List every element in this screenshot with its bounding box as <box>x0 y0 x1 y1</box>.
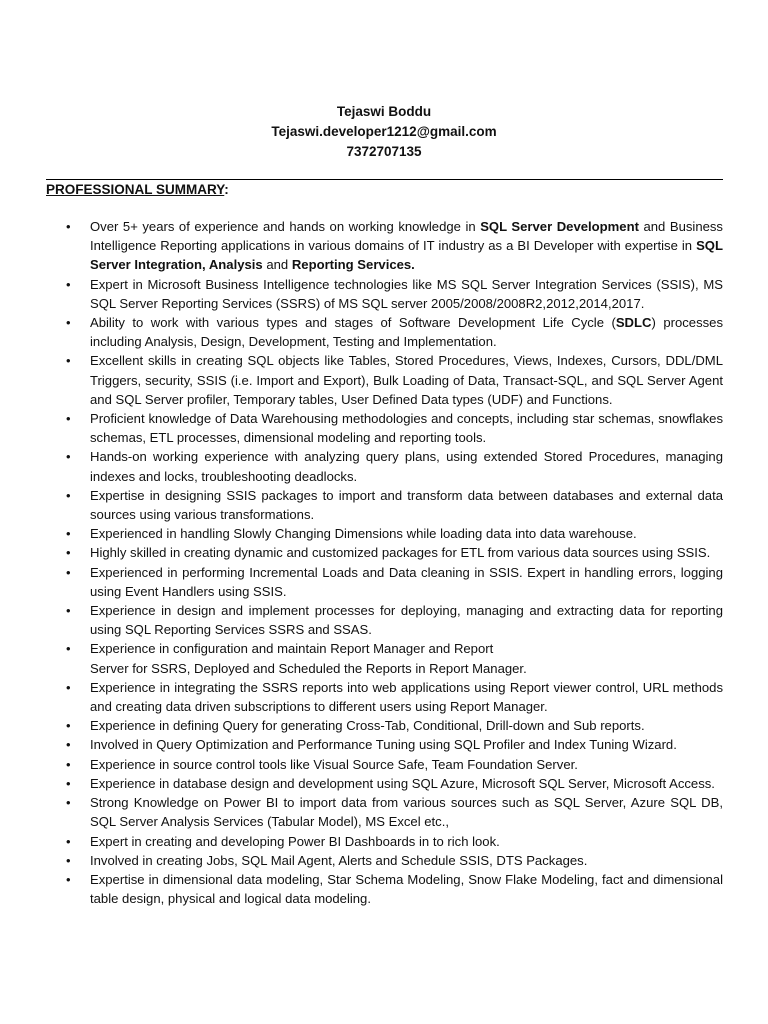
summary-list <box>66 217 723 908</box>
item-text: Involved in Query Optimization and Performance Tuning using SQL Profiler and Index Tuning Wizard. <box>90 737 677 753</box>
bullet-icon: • <box>66 411 71 427</box>
summary-item <box>66 563 723 601</box>
summary-item <box>66 870 723 908</box>
bullet-icon: • <box>66 833 71 849</box>
bullet-icon: • <box>66 219 71 234</box>
bullet-icon: • <box>66 795 71 811</box>
bullet-icon: • <box>66 564 71 580</box>
summary-item <box>66 639 723 677</box>
item-text: Experience in database design and development using SQL Azure, Microsoft SQL Server, Microsoft Access. <box>90 775 715 791</box>
divider-line <box>46 179 723 180</box>
item-text: Experience in source control tools like Visual Source Safe, Team Foundation Server. <box>90 756 578 772</box>
item-text: ) processes including Analysis, Design, Development, Testing and Implementation. <box>90 315 723 350</box>
contact-header <box>0 102 768 162</box>
item-text: Experienced in handling Slowly Changing Dimensions while loading data into data warehouse. <box>90 526 637 542</box>
summary-item <box>66 832 723 851</box>
candidate-email: Tejaswi.developer1212@gmail.com <box>271 124 497 139</box>
summary-item <box>66 486 723 524</box>
bullet-icon: • <box>66 718 71 734</box>
item-text: and <box>262 257 292 273</box>
bullet-icon: • <box>66 852 71 868</box>
summary-item <box>66 716 723 735</box>
item-text: Over 5+ years of experience and hands on working knowledge in <box>90 219 481 234</box>
item-text: Server for SSRS, Deployed and Scheduled the Reports in Report Manager. <box>90 660 527 676</box>
item-bold-text: SQL Server Development <box>480 219 639 234</box>
item-bold-text: Reporting Services. <box>291 257 415 273</box>
candidate-phone: 7372707135 <box>346 144 422 159</box>
summary-item <box>66 447 723 485</box>
item-text: Expertise in dimensional data modeling, Star Schema Modeling, Snow Flake Modeling, fact and dimensional table design, physical and logical data modeling. <box>90 871 723 907</box>
item-text: Highly skilled in creating dynamic and customized packages for ETL from various data sources using SSIS. <box>90 545 711 561</box>
bullet-icon: • <box>66 641 71 657</box>
summary-item <box>66 217 723 275</box>
item-text: and Business Intelligence Reporting applications in various domains of IT industry as a BI Developer with expertise in <box>90 219 723 254</box>
item-bold-text: SDLC <box>615 315 652 331</box>
bullet-icon: • <box>66 756 71 772</box>
bullet-icon: • <box>66 276 71 292</box>
summary-item <box>66 313 723 351</box>
item-bold-text: SQL Server Integration, Analysis <box>90 238 723 273</box>
bullet-icon: • <box>66 679 71 695</box>
summary-item <box>66 851 723 870</box>
summary-item <box>66 351 723 409</box>
item-text: Experience in defining Query for generating Cross-Tab, Conditional, Drill-down and Sub reports. <box>90 718 645 734</box>
section-title-colon: : <box>224 182 229 197</box>
bullet-icon: • <box>66 353 71 369</box>
item-text: Ability to work with various types and stages of Software Development Life Cycle ( <box>90 315 616 331</box>
summary-item <box>66 774 723 793</box>
bullet-icon: • <box>66 526 71 542</box>
summary-item <box>66 543 723 562</box>
summary-item <box>66 524 723 543</box>
summary-item <box>66 275 723 313</box>
section-title <box>46 181 229 199</box>
item-text: Involved in creating Jobs, SQL Mail Agent, Alerts and Schedule SSIS, DTS Packages. <box>90 852 588 868</box>
bullet-icon: • <box>66 449 71 465</box>
bullet-icon: • <box>66 315 71 331</box>
summary-item <box>66 755 723 774</box>
section-title-text: PROFESSIONAL SUMMARY <box>46 182 225 197</box>
bullet-icon: • <box>66 545 71 561</box>
item-text: Strong Knowledge on Power BI to import data from various sources such as SQL Server, Azure SQL DB, SQL Server Analysis Services (Tabular Model), MS Excel etc., <box>90 795 723 830</box>
item-text: Experience in design and implement processes for deploying, managing and extracting data for reporting using SQL Reporting Services SSRS and SSAS. <box>90 603 723 638</box>
item-text: Expert in creating and developing Power BI Dashboards in to rich look. <box>90 833 500 849</box>
summary-item <box>66 601 723 639</box>
item-text: Experienced in performing Incremental Loads and Data cleaning in SSIS. Expert in handling errors, logging using Event Handlers using SSIS. <box>90 564 723 599</box>
bullet-icon: • <box>66 871 71 887</box>
summary-item <box>66 793 723 831</box>
item-text: Expertise in designing SSIS packages to import and transform data between databases and external data sources using various transformations. <box>90 487 723 523</box>
bullet-icon: • <box>66 737 71 753</box>
item-text: Proficient knowledge of Data Warehousing methodologies and concepts, including star schemas, snowflakes schemas, ETL processes, dimensional modeling and reporting tools. <box>90 411 723 446</box>
bullet-icon: • <box>66 775 71 791</box>
item-text: Expert in Microsoft Business Intelligence technologies like MS SQL Server Integration Services (SSIS), MS SQL Server Reporting Services (SSRS) of MS SQL server 2005/2008/2008R2,2012,2014,2017. <box>90 276 723 311</box>
bullet-icon: • <box>66 603 71 619</box>
summary-item <box>66 735 723 754</box>
item-text: Excellent skills in creating SQL objects like Tables, Stored Procedures, Views, Indexes, Cursors, DDL/DML Triggers, security, SSIS (i.e. Import and Export), Bulk Loading of Data, Transact-SQL, and SQL Server Agent and SQL Server profiler, Temporary tables, User Defined Data types (UDF) and Functions. <box>90 353 723 407</box>
item-text: Hands-on working experience with analyzing query plans, using extended Stored Procedures, managing indexes and locks, troubleshooting deadlocks. <box>90 449 723 484</box>
item-text: Experience in configuration and maintain Report Manager and Report <box>90 641 494 657</box>
summary-item <box>66 678 723 716</box>
item-text: Experience in integrating the SSRS reports into web applications using Report viewer control, URL methods and creating data driven subscriptions to different users using Report Manager. <box>90 679 723 715</box>
candidate-name: Tejaswi Boddu <box>336 104 432 119</box>
bullet-icon: • <box>66 487 71 503</box>
summary-item <box>66 409 723 447</box>
